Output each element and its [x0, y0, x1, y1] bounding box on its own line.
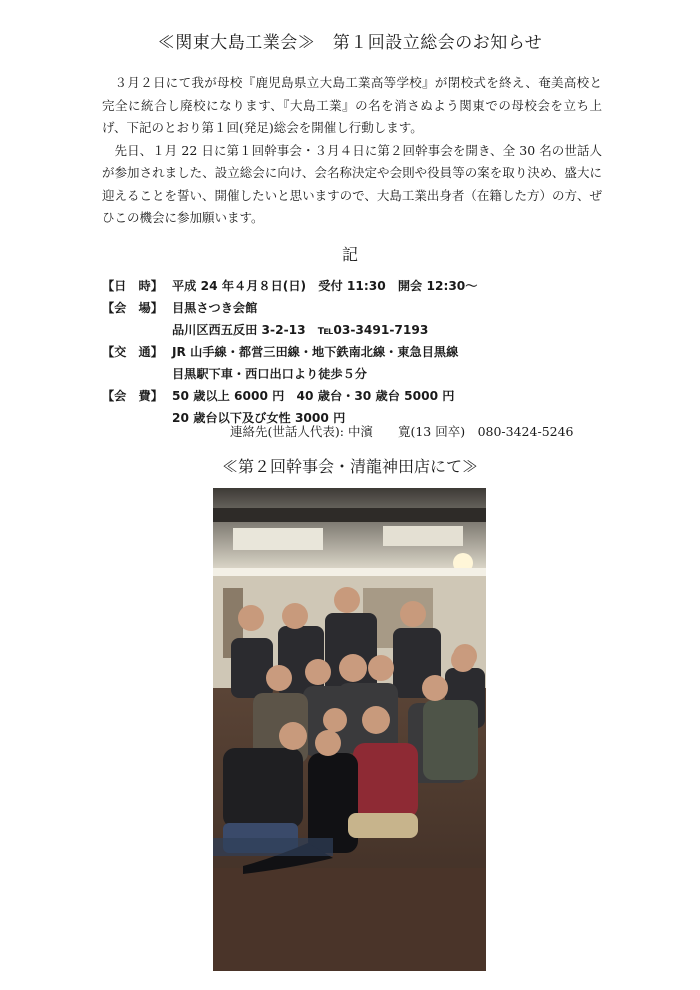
- group-photo: [213, 488, 486, 971]
- detail-value: 20 歳台以下及び女性 3000 円: [172, 411, 346, 425]
- detail-row-access-2: [102, 363, 622, 385]
- detail-label: 【会 費】: [102, 389, 163, 403]
- intro-text: [102, 72, 602, 230]
- detail-value: 目黒駅下車・西口出口より徒歩５分: [172, 367, 367, 381]
- detail-label: 【会 場】: [102, 301, 163, 315]
- detail-row-access: [102, 341, 622, 363]
- group-photo-illustration: [213, 488, 486, 971]
- detail-row-fee: [102, 385, 622, 407]
- event-details: [102, 275, 622, 429]
- intro-paragraph-1: ３月２日にて我が母校『鹿児島県立大島工業高等学校』が閉校式を終え、奄美高校と完全に統合し廃校になります、『大島工業』の名を消さぬよう関東での母校会を立ち上げ、下記のとおり第１回(発足)総会を開催し行動します。: [102, 75, 602, 135]
- detail-row-datetime: [102, 275, 622, 297]
- detail-row-venue-address: [102, 319, 622, 341]
- detail-value: 50 歳以上 6000 円 40 歳台・30 歳台 5000 円: [172, 389, 455, 403]
- detail-value: 品川区西五反田 3-2-13 ℡03-3491-7193: [172, 323, 429, 337]
- intro-paragraph-2: 先日、１月 22 日に第１回幹事会・３月４日に第２回幹事会を開き、全 30 名の世話人が参加されました、設立総会に向け、会名称決定や会則や役員等の案を取り決め、盛大に迎えることを誓い、開催したいと思いますので、大島工業出身者（在籍した方）の方、ぜひこの機会に参加願います。: [102, 142, 602, 225]
- ki-heading: 記: [341, 245, 358, 264]
- detail-value: JR 山手線・都営三田線・地下鉄南北線・東急目黒線: [172, 345, 459, 359]
- detail-row-venue: [102, 297, 622, 319]
- detail-label: 【日 時】: [102, 279, 163, 293]
- detail-value: 目黒さつき会館: [172, 301, 258, 315]
- contact-line: 連絡先(世話人代表): 中濱 寛(13 回卒) 080-3424-5246: [230, 424, 574, 439]
- detail-label: 【交 通】: [102, 345, 163, 359]
- photo-caption: ≪第２回幹事会・清龍神田店にて≫: [221, 457, 478, 476]
- detail-value: 平成 24 年４月８日(日) 受付 11:30 開会 12:30～: [172, 279, 478, 293]
- notice-title: ≪関東大島工業会≫ 第１回設立総会のお知らせ: [157, 33, 543, 53]
